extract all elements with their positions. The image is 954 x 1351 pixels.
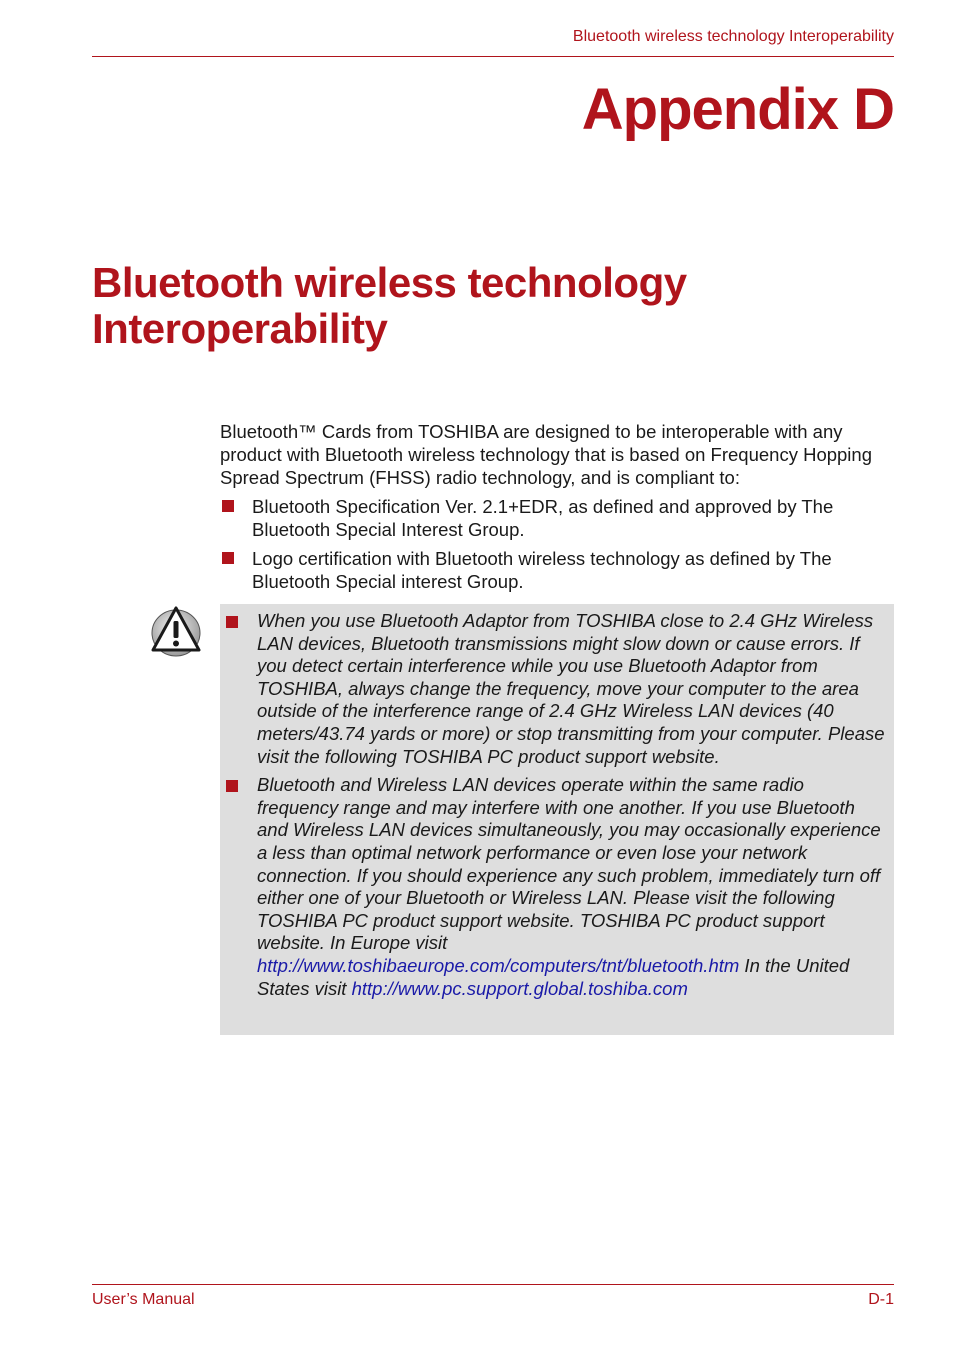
note-item (220, 774, 894, 1000)
note-text-connector: In the United States visit (257, 954, 850, 999)
chapter-title: Appendix D (581, 77, 894, 142)
footer-manual-title: User’s Manual (92, 1291, 195, 1308)
list-item-text: Logo certification with Bluetooth wireless technology as defined by The Bluetooth Special interest Group. (252, 548, 832, 592)
footer-rule (92, 1284, 894, 1285)
list-item (220, 547, 900, 593)
warning-icon (150, 604, 202, 658)
bullet-square-icon (226, 780, 238, 792)
toshiba-us-support-link[interactable]: http://www.pc.support.global.toshiba.com (351, 977, 688, 999)
note-text: Bluetooth and Wireless LAN devices operate within the same radio frequency range and may interfere with one another. If you use Bluetooth and Wireless LAN devices simultaneously, you may occasionally experience a less than optimal network performance or even lose your network connection. If you should experience any such problem, immediately turn off either one of your Bluetooth or Wireless LAN. Please visit the following TOSHIBA PC product support website. TOSHIBA PC product support website. In Europe visit (257, 774, 881, 954)
note-text: When you use Bluetooth Adaptor from TOSHIBA close to 2.4 GHz Wireless LAN devices, Bluetooth transmissions might slow down or cause errors. If you detect certain interference while you use Bluetooth Adaptor from TOSHIBA, always change the frequency, move your computer to the area outside of the interference range of 2.4 GHz Wireless LAN devices (40 meters/43.74 yards or more) or stop transmitting from your computer. Please visit the following TOSHIBA PC product support website. (257, 610, 885, 767)
page-number: D-1 (868, 1291, 894, 1308)
list-item-text: Bluetooth Specification Ver. 2.1+EDR, as defined and approved by The Bluetooth Special Interest Group. (252, 496, 834, 540)
caution-note-box (220, 604, 894, 1035)
toshiba-europe-link[interactable]: http://www.toshibaeurope.com/computers/tnt/bluetooth.htm (257, 954, 740, 976)
bullet-list (220, 495, 900, 599)
bullet-square-icon (222, 500, 234, 512)
bullet-square-icon (222, 552, 234, 564)
header-rule (92, 56, 894, 57)
running-header: Bluetooth wireless technology Interoperability (572, 28, 894, 45)
note-item (220, 610, 894, 768)
intro-paragraph: Bluetooth™ Cards from TOSHIBA are designed to be interoperable with any product with Bluetooth wireless technology that is based on Frequency Hopping Spread Spectrum (FHSS) radio technology, and is compliant to: (220, 421, 872, 488)
bullet-square-icon (226, 616, 238, 628)
section-title: Bluetooth wireless technology Interoperability (92, 259, 687, 352)
list-item (220, 495, 900, 541)
